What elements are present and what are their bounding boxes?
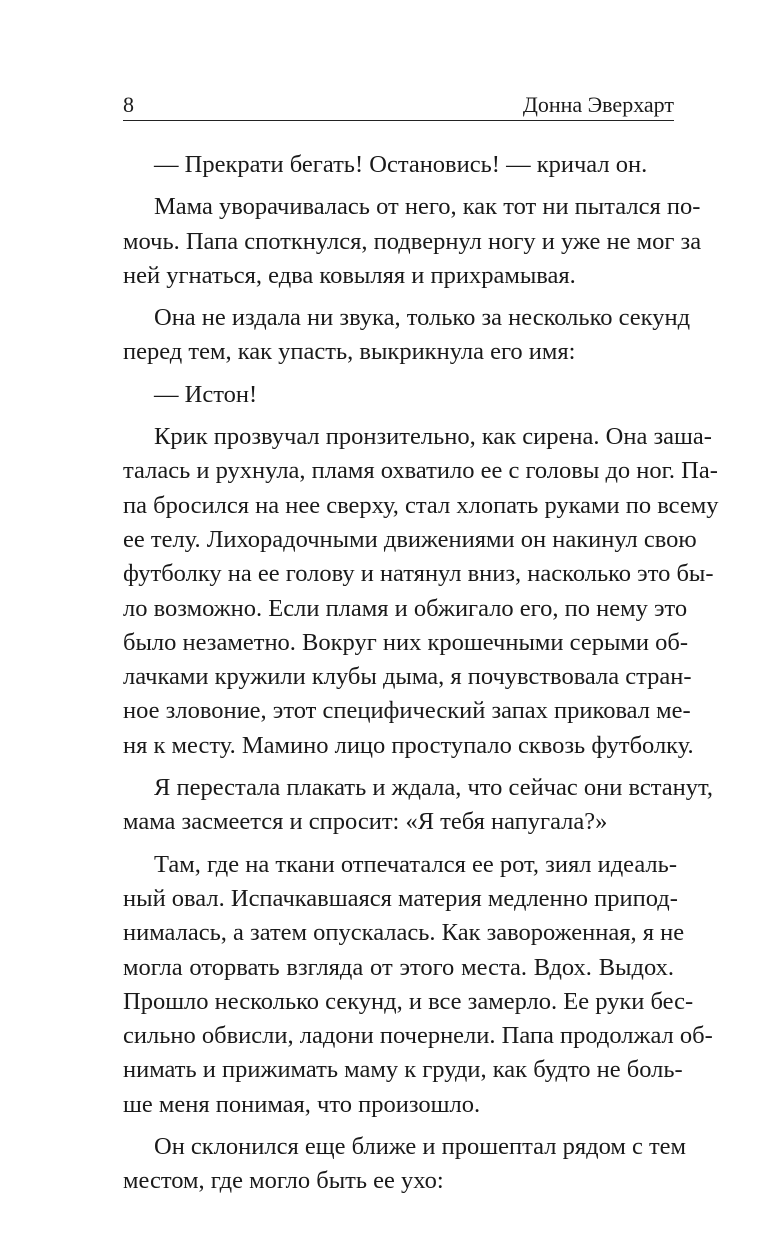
paragraph [123,378,674,412]
text-line: лачками кружили клубы дыма, я почувствовала стран- [123,663,692,691]
text-line: перед тем, как упасть, выкрикнула его имя: [123,338,576,366]
text-line: ше меня понимая, что произошло. [123,1090,481,1118]
paragraph [123,148,674,182]
text-line: Она не издала ни звука, только за несколько секунд [154,304,691,332]
page-number: 8 [123,92,134,117]
text-line: Он склонился еще ближе и прошептал рядом с тем [154,1133,687,1161]
text-line: Там, где на ткани отпечатался ее рот, зиял идеаль- [154,850,677,878]
text-line: ней угнаться, едва ковыляя и прихрамывая. [123,261,576,289]
text-line: талась и рухнула, пламя охватило ее с головы до ног. Па- [123,457,718,485]
paragraph [123,420,719,763]
paragraph [123,771,714,840]
text-line: — Прекрати бегать! Остановись! — кричал он. [154,151,648,178]
text-line: ло возможно. Если пламя и обжигало его, по нему это [123,594,688,622]
paragraph [123,301,691,370]
text-line: — Истон! [154,380,258,408]
text-line: местом, где могло быть ее ухо: [123,1167,444,1195]
running-head-author: Донна Эверхарт [522,92,674,117]
text-line: ня к месту. Мамино лицо проступало сквозь футболку. [123,731,694,759]
text-line: Мама уворачивалась от него, как тот ни пытался по- [154,193,701,221]
text-line: ный овал. Испачкавшаяся материя медленно припод- [123,884,678,912]
text-line: Прошло несколько секунд, и все замерло. Ее руки бес- [123,987,694,1015]
text-line: Я перестала плакать и ждала, что сейчас они встанут, [154,774,714,802]
text-line: нимать и прижимать маму к груди, как будто не боль- [123,1056,683,1084]
text-line: футболку на ее голову и натянул вниз, насколько это бы- [123,560,714,588]
text-line: мочь. Папа споткнулся, подвернул ногу и уже не мог за [123,227,702,255]
text-line: па бросился на нее сверху, стал хлопать руками по всему [123,491,719,519]
page-header [123,90,674,121]
text-line: могла оторвать взгляда от этого места. Вдох. Выдох. [123,953,674,981]
paragraph [123,848,713,1122]
body-text [123,148,719,1199]
text-line: ее телу. Лихорадочными движениями он накинул свою [123,525,697,553]
text-line: было незаметно. Вокруг них крошечными серыми об- [123,628,689,656]
text-line: мама засмеется и спросит: «Я тебя напугала?» [123,808,608,836]
paragraph [123,1130,687,1199]
text-line: нималась, а затем опускалась. Как завороженная, я не [123,919,685,947]
text-line: ное зловоние, этот специфический запах приковал ме- [123,697,691,725]
text-line: Крик прозвучал пронзительно, как сирена. Она зашa- [154,423,712,451]
text-line: сильно обвисли, ладони почернели. Папа продолжал об- [123,1022,713,1050]
paragraph [123,190,702,293]
